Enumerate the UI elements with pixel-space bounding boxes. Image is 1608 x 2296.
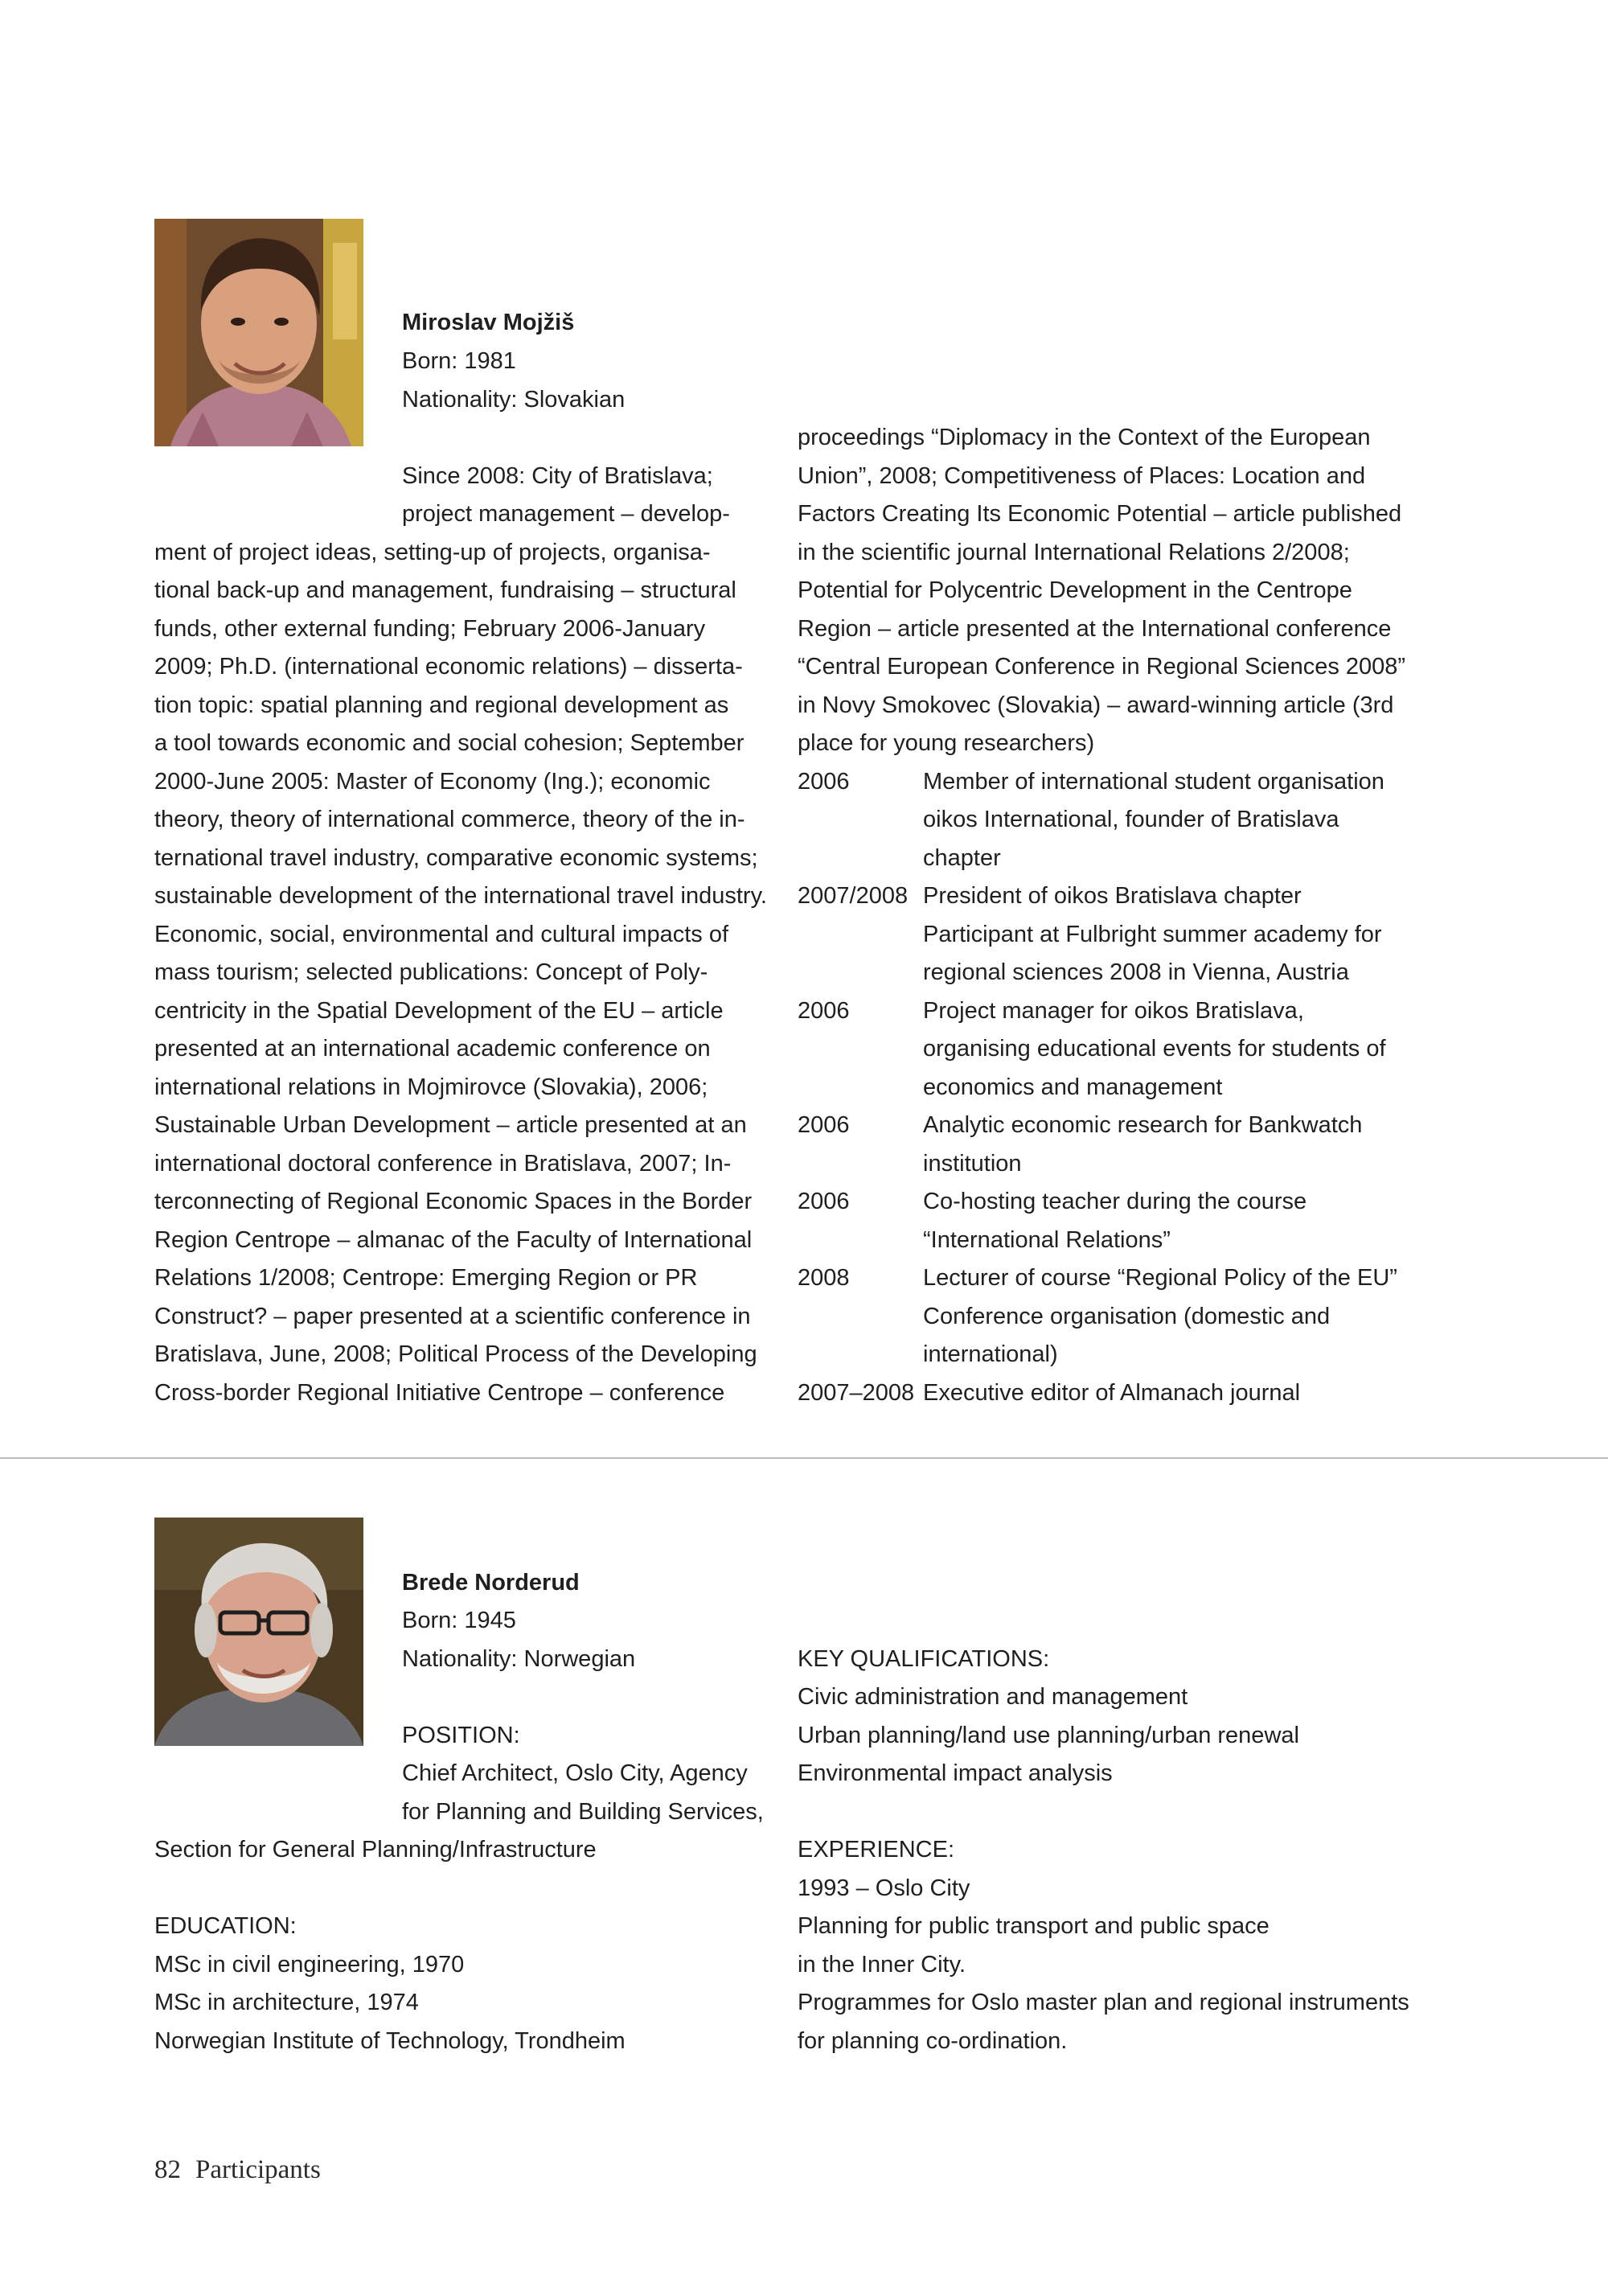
bio-line: “Central European Conference in Regional Sciences 2008” <box>798 654 1406 680</box>
timeline-year: 2006 <box>798 1112 850 1138</box>
bio-line: 1993 – Oslo City <box>798 1875 970 1901</box>
bio-line: tion topic: spatial planning and regional development as <box>154 692 729 718</box>
bio-line: international relations in Mojmirovce (Slovakia), 2006; <box>154 1074 708 1100</box>
portrait-brede-norderud <box>154 1518 363 1746</box>
birth-year: Born: 1981 <box>402 348 516 374</box>
bio-line: in the scientific journal International Relations 2/2008; <box>798 540 1350 565</box>
bio-line: tional back-up and management, fundraising – structural <box>154 577 736 603</box>
nationality: Nationality: Norwegian <box>402 1646 636 1672</box>
bio-line: terconnecting of Regional Economic Spaces in the Border <box>154 1189 753 1214</box>
timeline-text: organising educational events for students of <box>923 1036 1386 1062</box>
timeline-year: 2006 <box>798 769 850 795</box>
page-number: 82 <box>154 2155 181 2184</box>
bio-line: project management – develop- <box>402 501 730 527</box>
timeline-text: President of oikos Bratislava chapter <box>923 883 1302 909</box>
bio-line: MSc in civil engineering, 1970 <box>154 1952 465 1978</box>
bio-line: 2009; Ph.D. (international economic relations) – disserta- <box>154 654 743 680</box>
bio-line: for planning co-ordination. <box>798 2028 1068 2054</box>
bio-line: centricity in the Spatial Development of the EU – article <box>154 998 724 1024</box>
bio-line: Construct? – paper presented at a scientific conference in <box>154 1304 751 1329</box>
bio-line: for Planning and Building Services, <box>402 1799 764 1825</box>
bio-line: Relations 1/2008; Centrope: Emerging Region or PR <box>154 1265 698 1291</box>
timeline-text: Co-hosting teacher during the course <box>923 1189 1307 1214</box>
timeline-text: chapter <box>923 845 1001 871</box>
bio-line: 2000-June 2005: Master of Economy (Ing.); economic <box>154 769 711 795</box>
timeline-year: 2006 <box>798 1189 850 1214</box>
bio-line: place for young researchers) <box>798 730 1095 756</box>
bio-line: Environmental impact analysis <box>798 1760 1113 1786</box>
section-divider <box>0 1457 1608 1459</box>
timeline-text: Lecturer of course “Regional Policy of the EU” <box>923 1265 1397 1291</box>
timeline-text: “International Relations” <box>923 1227 1171 1253</box>
bio-line: Bratislava, June, 2008; Political Process of the Developing <box>154 1341 757 1367</box>
bio-line: proceedings “Diplomacy in the Context of the European <box>798 425 1371 450</box>
bio-line: Union”, 2008; Competitiveness of Places: Location and <box>798 463 1366 489</box>
bio-line: theory, theory of international commerce, theory of the in- <box>154 807 745 832</box>
page-footer <box>154 2155 321 2185</box>
bio-line: Civic administration and management <box>798 1684 1188 1710</box>
bio-line: Sustainable Urban Development – article presented at an <box>154 1112 747 1138</box>
bio-line: Urban planning/land use planning/urban renewal <box>798 1723 1299 1748</box>
timeline-year: 2007–2008 <box>798 1380 915 1406</box>
timeline-text: Project manager for oikos Bratislava, <box>923 998 1304 1024</box>
bio-line: Section for General Planning/Infrastructure <box>154 1837 597 1863</box>
bio-line: Since 2008: City of Bratislava; <box>402 463 713 489</box>
timeline-text: international) <box>923 1341 1058 1367</box>
bio-line: in Novy Smokovec (Slovakia) – award-winning article (3rd <box>798 692 1394 718</box>
timeline-year: 2006 <box>798 998 850 1024</box>
timeline-text: Member of international student organisation <box>923 769 1384 795</box>
position-heading: POSITION: <box>402 1723 520 1748</box>
nationality: Nationality: Slovakian <box>402 387 626 413</box>
participant-name: Miroslav Mojžiš <box>402 310 575 335</box>
bio-line: MSc in architecture, 1974 <box>154 1990 419 2015</box>
bio-line: presented at an international academic conference on <box>154 1036 711 1062</box>
timeline-text: regional sciences 2008 in Vienna, Austria <box>923 959 1349 985</box>
timeline-text: oikos International, founder of Bratislava <box>923 807 1339 832</box>
timeline-year: 2008 <box>798 1265 850 1291</box>
bio-line: Cross-border Regional Initiative Centrope – conference <box>154 1380 725 1406</box>
bio-line: a tool towards economic and social cohesion; September <box>154 730 745 756</box>
education-heading: EDUCATION: <box>154 1913 297 1939</box>
timeline-text: institution <box>923 1151 1022 1177</box>
timeline-year: 2007/2008 <box>798 883 909 909</box>
qualifications-heading: KEY QUALIFICATIONS: <box>798 1646 1050 1672</box>
bio-line: Norwegian Institute of Technology, Trondheim <box>154 2028 626 2054</box>
bio-line: Chief Architect, Oslo City, Agency <box>402 1760 748 1786</box>
birth-year: Born: 1945 <box>402 1608 516 1633</box>
bio-line: sustainable development of the international travel industry. <box>154 883 767 909</box>
bio-line: ternational travel industry, comparative economic systems; <box>154 845 758 871</box>
bio-line: Programmes for Oslo master plan and regional instruments <box>798 1990 1409 2015</box>
bio-line: Economic, social, environmental and cultural impacts of <box>154 922 729 947</box>
bio-line: Region – article presented at the International conference <box>798 616 1392 642</box>
portrait-miroslav-mojzis <box>154 219 363 446</box>
timeline-text: Participant at Fulbright summer academy for <box>923 922 1382 947</box>
bio-line: mass tourism; selected publications: Concept of Poly- <box>154 959 708 985</box>
bio-line: international doctoral conference in Bratislava, 2007; In- <box>154 1151 732 1177</box>
bio-line: Potential for Polycentric Development in the Centrope <box>798 577 1352 603</box>
bio-line: Planning for public transport and public space <box>798 1913 1270 1939</box>
timeline-text: Executive editor of Almanach journal <box>923 1380 1301 1406</box>
section-title: Participants <box>195 2155 321 2184</box>
bio-line: in the Inner City. <box>798 1952 966 1978</box>
experience-heading: EXPERIENCE: <box>798 1837 954 1863</box>
bio-line: Region Centrope – almanac of the Faculty of International <box>154 1227 753 1253</box>
bio-line: Factors Creating Its Economic Potential – article published <box>798 501 1402 527</box>
timeline-text: economics and management <box>923 1074 1223 1100</box>
bio-line: funds, other external funding; February 2006-January <box>154 616 706 642</box>
bio-line: ment of project ideas, setting-up of projects, organisa- <box>154 540 711 565</box>
participant-name: Brede Norderud <box>402 1570 580 1596</box>
timeline-text: Analytic economic research for Bankwatch <box>923 1112 1363 1138</box>
timeline-text: Conference organisation (domestic and <box>923 1304 1331 1329</box>
